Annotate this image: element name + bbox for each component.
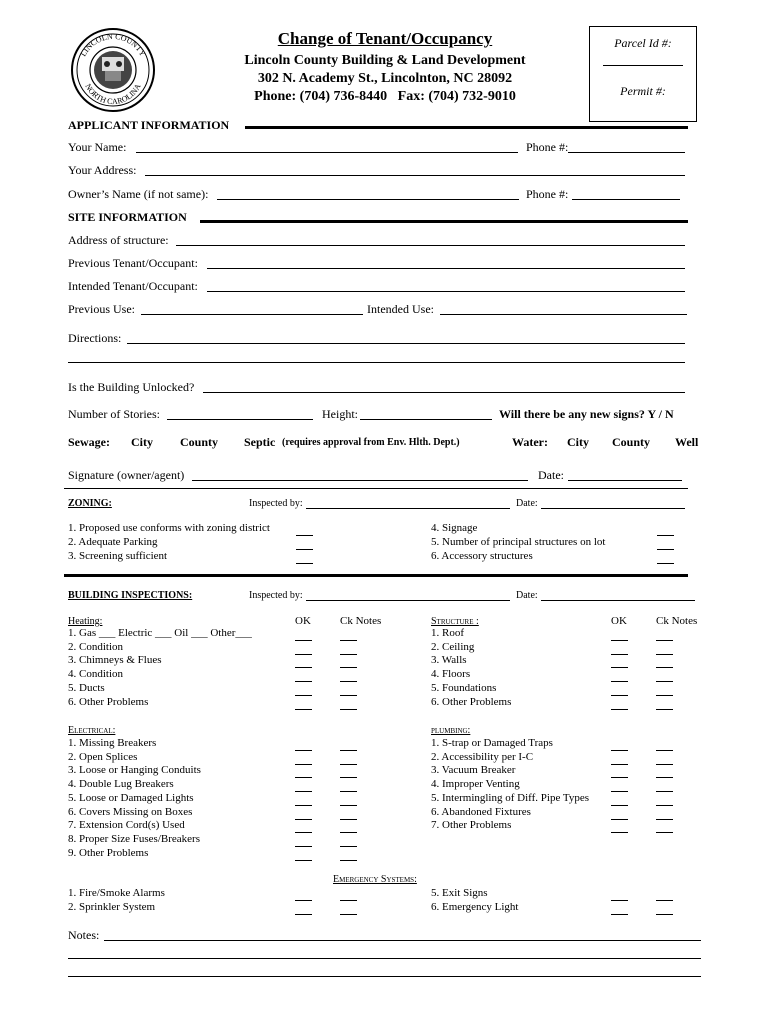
zoning-inspected-label: Inspected by: [249, 498, 303, 509]
check-blank[interactable] [340, 914, 357, 915]
checklist-item: 2. Sprinkler System [68, 901, 156, 913]
checklist-item: 5. Intermingling of Diff. Pipe Types [431, 791, 590, 804]
office-use-box [589, 26, 697, 122]
check-blank[interactable] [340, 832, 357, 833]
notes-field[interactable] [104, 940, 701, 941]
checklist-item: 2. Condition [68, 640, 124, 653]
check-blank[interactable] [656, 640, 673, 641]
check-blank[interactable] [611, 654, 628, 655]
form-title: Change of Tenant/Occupancy [277, 29, 493, 48]
checklist-item: 5. Foundations [431, 681, 497, 694]
checklist-item: 7. Other Problems [431, 819, 512, 832]
checklist-item: 4. Double Lug Breakers [68, 778, 174, 791]
building-inspected-label: Inspected by: [249, 590, 303, 601]
check-blank[interactable] [295, 640, 312, 641]
owner-name-field[interactable] [217, 199, 519, 200]
checklist-item: 6. Abandoned Fixtures [431, 805, 531, 818]
check-blank[interactable] [340, 764, 357, 765]
plumbing-title: plumbing: [431, 725, 471, 736]
stories-label: Number of Stories: [68, 407, 160, 421]
directions-label: Directions: [68, 331, 122, 345]
check-blank[interactable] [611, 764, 628, 765]
check-blank[interactable] [611, 832, 628, 833]
checklist-item: 5. Exit Signs [431, 887, 488, 899]
checklist-item: 4. Floors [431, 668, 471, 681]
check-blank[interactable] [340, 805, 357, 806]
check-blank[interactable] [656, 914, 673, 915]
checklist-item: 4. Condition [68, 668, 124, 681]
check-blank[interactable] [656, 681, 673, 682]
check-blank[interactable] [295, 805, 312, 806]
owner-phone-label: Phone #: [526, 187, 569, 201]
checklist-item: 5. Ducts [68, 681, 105, 694]
check-blank[interactable] [295, 777, 312, 778]
checklist-item: 6. Other Problems [68, 695, 149, 708]
heating-title: Heating: [68, 616, 103, 627]
checklist-item: 4. Improper Venting [431, 778, 520, 791]
water-county-option[interactable]: County [612, 435, 651, 449]
check-blank[interactable] [611, 695, 628, 696]
height-field[interactable] [360, 419, 492, 420]
previous-tenant-label: Previous Tenant/Occupant: [68, 256, 198, 270]
notes-label: Notes: [68, 928, 100, 942]
zoning-date-label: Date: [516, 498, 538, 509]
check-blank[interactable] [295, 900, 312, 901]
check-blank[interactable] [656, 777, 673, 778]
building-date-field[interactable] [541, 600, 695, 601]
checklist-item: 6. Other Problems [431, 695, 512, 708]
building-inspector-field[interactable] [306, 600, 510, 601]
structure-address-label: Address of structure: [68, 233, 169, 247]
check-blank[interactable] [656, 900, 673, 901]
check-blank[interactable] [295, 832, 312, 833]
checklist-item: 2. Accessibility per I-C [431, 750, 534, 763]
check-blank[interactable] [295, 654, 312, 655]
check-blank[interactable] [656, 791, 673, 792]
signature-label: Signature (owner/agent) [68, 468, 185, 482]
check-blank[interactable] [611, 777, 628, 778]
owner-phone-field[interactable] [572, 199, 680, 200]
checklist-item: 1. Fire/Smoke Alarms [68, 887, 165, 899]
checklist-item: 4. Signage [431, 522, 478, 534]
check-blank[interactable] [295, 750, 312, 751]
signature-date-label: Date: [538, 468, 564, 482]
county-seal [70, 27, 156, 113]
checklist-item: 9. Other Problems [68, 846, 149, 859]
intended-use-field[interactable] [440, 314, 687, 315]
directions-field[interactable] [127, 343, 685, 344]
sewage-label: Sewage: [68, 435, 110, 449]
checklist-item: 7. Extension Cord(s) Used [68, 819, 185, 832]
check-blank[interactable] [295, 764, 312, 765]
check-blank[interactable] [340, 777, 357, 778]
structure-title: Structure : [431, 616, 479, 627]
septic-note: (requires approval from Env. Hlth. Dept.) [282, 437, 460, 448]
check-blank[interactable] [296, 549, 313, 550]
check-blank[interactable] [295, 695, 312, 696]
structure-address-field[interactable] [176, 245, 685, 246]
intended-tenant-field[interactable] [207, 291, 685, 292]
check-blank[interactable] [656, 654, 673, 655]
sewage-city-option[interactable]: City [131, 435, 153, 449]
your-address-field[interactable] [145, 175, 685, 176]
building-heading: BUILDING INSPECTIONS: [68, 590, 193, 601]
department-phones: Phone: (704) 736-8440 Fax: (704) 732-9010 [254, 89, 516, 104]
checklist-item: 6. Emergency Light [431, 901, 519, 913]
check-blank[interactable] [295, 860, 312, 861]
check-blank[interactable] [340, 860, 357, 861]
check-blank[interactable] [340, 846, 357, 847]
check-blank[interactable] [340, 654, 357, 655]
check-blank[interactable] [340, 900, 357, 901]
previous-tenant-field[interactable] [207, 268, 685, 269]
checklist-item: 3. Vacuum Breaker [431, 764, 516, 777]
parcel-id-label: Parcel Id #: [614, 36, 672, 50]
electrical-title: Electrical: [68, 725, 116, 736]
check-blank[interactable] [611, 681, 628, 682]
check-blank[interactable] [656, 709, 673, 710]
checklist-item: 3. Loose or Hanging Conduits [68, 764, 201, 777]
check-blank[interactable] [295, 819, 312, 820]
check-blank[interactable] [611, 805, 628, 806]
signature-date-field[interactable] [568, 480, 682, 481]
height-label: Height: [322, 407, 358, 421]
check-blank[interactable] [656, 805, 673, 806]
water-label: Water: [512, 435, 548, 449]
check-blank[interactable] [611, 819, 628, 820]
parcel-id-field[interactable] [603, 65, 683, 66]
zoning-top-rule [64, 488, 688, 489]
water-city-option[interactable]: City [567, 435, 589, 449]
checklist-item: 8. Proper Size Fuses/Breakers [68, 832, 200, 845]
phone-label: Phone #: [526, 140, 569, 154]
owner-name-label: Owner’s Name (if not same): [68, 187, 209, 201]
svg-text:NORTH CAROLINA: NORTH CAROLINA [83, 82, 143, 107]
check-blank[interactable] [657, 535, 674, 536]
site-rule [200, 220, 688, 223]
building-date-label: Date: [516, 590, 538, 601]
checklist-item: 6. Accessory structures [431, 550, 533, 562]
sewage-county-option[interactable]: County [180, 435, 219, 449]
sewage-septic-option[interactable]: Septic [244, 435, 276, 449]
ck-notes-column-header: Ck Notes [340, 615, 382, 627]
site-heading: SITE INFORMATION [68, 210, 187, 224]
check-blank[interactable] [340, 709, 357, 710]
checklist-item: 2. Ceiling [431, 640, 475, 653]
check-blank[interactable] [611, 640, 628, 641]
check-blank[interactable] [296, 535, 313, 536]
checklist-item: 1. Gas ___ Electric ___ Oil ___ Other___ [68, 627, 252, 639]
applicant-heading: APPLICANT INFORMATION [68, 118, 230, 132]
check-blank[interactable] [656, 750, 673, 751]
check-blank[interactable] [340, 750, 357, 751]
check-blank[interactable] [656, 764, 673, 765]
checklist-item: 2. Adequate Parking [68, 536, 158, 548]
check-blank[interactable] [295, 914, 312, 915]
svg-text:LINCOLN COUNTY: LINCOLN COUNTY [78, 31, 148, 58]
check-blank[interactable] [295, 681, 312, 682]
unlocked-label: Is the Building Unlocked? [68, 380, 195, 394]
water-well-option[interactable]: Well [675, 435, 699, 449]
department-address: 302 N. Academy St., Lincolnton, NC 28092 [257, 71, 513, 86]
phone-field[interactable] [568, 152, 685, 153]
previous-use-field[interactable] [141, 314, 363, 315]
unlocked-field[interactable] [203, 392, 685, 393]
directions-field-2[interactable] [68, 362, 685, 363]
zoning-inspector-field[interactable] [306, 508, 510, 509]
check-blank[interactable] [340, 681, 357, 682]
check-blank[interactable] [656, 819, 673, 820]
intended-tenant-label: Intended Tenant/Occupant: [68, 279, 198, 293]
emergency-title: Emergency Systems: [333, 874, 417, 885]
checklist-item: 6. Covers Missing on Boxes [68, 805, 193, 818]
check-blank[interactable] [611, 667, 628, 668]
checklist-item: 1. Roof [431, 627, 464, 639]
signature-field[interactable] [192, 480, 528, 481]
new-signs-question[interactable]: Will there be any new signs? Y / N [499, 407, 674, 421]
check-blank[interactable] [340, 640, 357, 641]
check-blank[interactable] [611, 900, 628, 901]
zoning-date-field[interactable] [541, 508, 685, 509]
checklist-item: 5. Number of principal structures on lot [431, 536, 606, 548]
check-blank[interactable] [295, 791, 312, 792]
notes-field-3[interactable] [68, 976, 701, 977]
department-name: Lincoln County Building & Land Development [244, 53, 526, 68]
ok-column-header: OK [295, 615, 311, 627]
permit-label: Permit #: [620, 84, 666, 98]
check-blank[interactable] [340, 819, 357, 820]
checklist-item: 3. Screening sufficient [68, 550, 168, 562]
ok-column-header-right: OK [611, 615, 627, 627]
check-blank[interactable] [340, 791, 357, 792]
check-blank[interactable] [611, 791, 628, 792]
previous-use-label: Previous Use: [68, 302, 135, 316]
ck-notes-column-header-right: Ck Notes [656, 615, 698, 627]
building-top-rule [64, 574, 688, 577]
check-blank[interactable] [295, 667, 312, 668]
checklist-item: 1. Missing Breakers [68, 737, 157, 749]
zoning-heading: ZONING: [68, 498, 112, 509]
applicant-rule [245, 126, 688, 129]
checklist-item: 5. Loose or Damaged Lights [68, 791, 194, 804]
check-blank[interactable] [656, 667, 673, 668]
check-blank[interactable] [340, 667, 357, 668]
check-blank[interactable] [656, 695, 673, 696]
checklist-item: 2. Open Splices [68, 750, 138, 763]
check-blank[interactable] [340, 695, 357, 696]
your-name-label: Your Name: [68, 140, 127, 154]
intended-use-label: Intended Use: [367, 302, 434, 316]
check-blank[interactable] [611, 709, 628, 710]
check-blank[interactable] [656, 832, 673, 833]
check-blank[interactable] [296, 563, 313, 564]
check-blank[interactable] [611, 750, 628, 751]
your-name-field[interactable] [136, 152, 518, 153]
checklist-item: 3. Chimneys & Flues [68, 654, 162, 667]
your-address-label: Your Address: [68, 163, 137, 177]
stories-field[interactable] [167, 419, 313, 420]
check-blank[interactable] [295, 846, 312, 847]
check-blank[interactable] [611, 914, 628, 915]
checklist-item: 1. S-trap or Damaged Traps [431, 737, 553, 749]
check-blank[interactable] [295, 709, 312, 710]
check-blank[interactable] [657, 563, 674, 564]
checklist-item: 3. Walls [431, 654, 467, 667]
checklist-item: 1. Proposed use conforms with zoning district [68, 522, 270, 534]
check-blank[interactable] [657, 549, 674, 550]
notes-field-2[interactable] [68, 958, 701, 959]
